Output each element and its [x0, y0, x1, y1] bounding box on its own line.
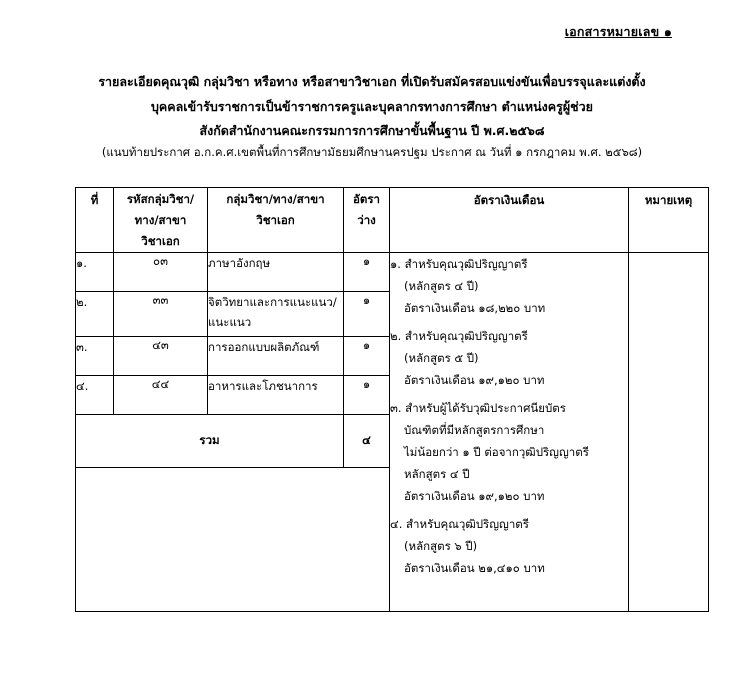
salary-item-2: ๒. สำหรับคุณวุฒิปริญญาตรี (หลักสูตร ๕ ปี) อัตราเงินเดือน ๑๙,๑๒๐ บาท — [390, 329, 545, 387]
row-vacancy: ๑ — [344, 376, 390, 415]
header-no: ที่ — [76, 188, 114, 253]
total-value: ๔ — [344, 415, 390, 468]
row-vacancy: ๑ — [344, 253, 390, 292]
table-row — [76, 253, 709, 292]
salary-cell — [390, 253, 629, 612]
document-number: เอกสารหมายเลข ๑ — [564, 24, 672, 39]
row-subject: อาหารและโภชนาการ — [208, 376, 344, 415]
remark-cell — [629, 253, 709, 612]
vacancy-table — [75, 187, 709, 612]
table-header-row — [76, 188, 709, 253]
row-subject: ภาษาอังกฤษ — [208, 253, 344, 292]
title-line-1: รายละเอียดคุณวุฒิ กลุ่มวิชา หรือทาง หรือสาขาวิชาเอก ที่เปิดรับสมัครสอบแข่งขันเพื่อบรรจุและแต่งตั้ง — [98, 74, 646, 89]
row-no: ๒. — [76, 292, 114, 337]
salary-item-1: ๑. สำหรับคุณวุฒิปริญญาตรี (หลักสูตร ๔ ปี) อัตราเงินเดือน ๑๘,๒๒๐ บาท — [390, 257, 546, 315]
attachment-subtitle: (แนบท้ายประกาศ อ.ก.ค.ศ.เขตพื้นที่การศึกษามัธยมศึกษานครปฐม ประกาศ ณ วันที่ ๑ กรกฎาคม พ.ศ. ๒๕๖๘) — [101, 145, 643, 159]
row-code: ๓๓ — [114, 292, 208, 337]
row-subject: การออกแบบผลิตภัณฑ์ — [208, 337, 344, 376]
title-line-2: บุคคลเข้ารับราชการเป็นข้าราชการครูและบุคลากรทางการศึกษา ตำแหน่งครูผู้ช่วย — [150, 99, 593, 114]
total-label: รวม — [76, 415, 344, 468]
title-line-3: สังกัดสำนักงานคณะกรรมการการศึกษาขั้นพื้นฐาน ปี พ.ศ.๒๕๖๘ — [199, 123, 545, 138]
row-no: ๔. — [76, 376, 114, 415]
row-code: ๔๔ — [114, 376, 208, 415]
row-vacancy: ๑ — [344, 292, 390, 337]
row-no: ๑. — [76, 253, 114, 292]
empty-cell — [76, 468, 390, 612]
row-vacancy: ๑ — [344, 337, 390, 376]
row-no: ๓. — [76, 337, 114, 376]
salary-item-4: ๔. สำหรับคุณวุฒิปริญญาตรี (หลักสูตร ๖ ปี) อัตราเงินเดือน ๒๑,๔๑๐ บาท — [390, 517, 545, 575]
header-remark: หมายเหตุ — [629, 188, 709, 253]
row-code: ๐๓ — [114, 253, 208, 292]
header-subject: กลุ่มวิชา/ทาง/สาขา วิชาเอก — [208, 188, 344, 253]
salary-item-3: ๓. สำหรับผู้ได้รับวุฒิประกาศนียบัตร บัณฑิตที่มีหลักสูตรการศึกษา ไม่น้อยกว่า ๑ ปี ต่อจากวุฒิปริญญาตรี หลักสูตร ๔ ปี อัตราเงินเดือน ๑๙,๑๒๐ บาท — [390, 401, 589, 503]
row-code: ๔๓ — [114, 337, 208, 376]
header-code: รหัสกลุ่มวิชา/ ทาง/สาขา วิชาเอก — [114, 188, 208, 253]
header-vacancy: อัตรา ว่าง — [344, 188, 390, 253]
row-subject: จิตวิทยาและการแนะแนว/แนะแนว — [208, 292, 344, 337]
header-salary: อัตราเงินเดือน — [390, 188, 629, 253]
